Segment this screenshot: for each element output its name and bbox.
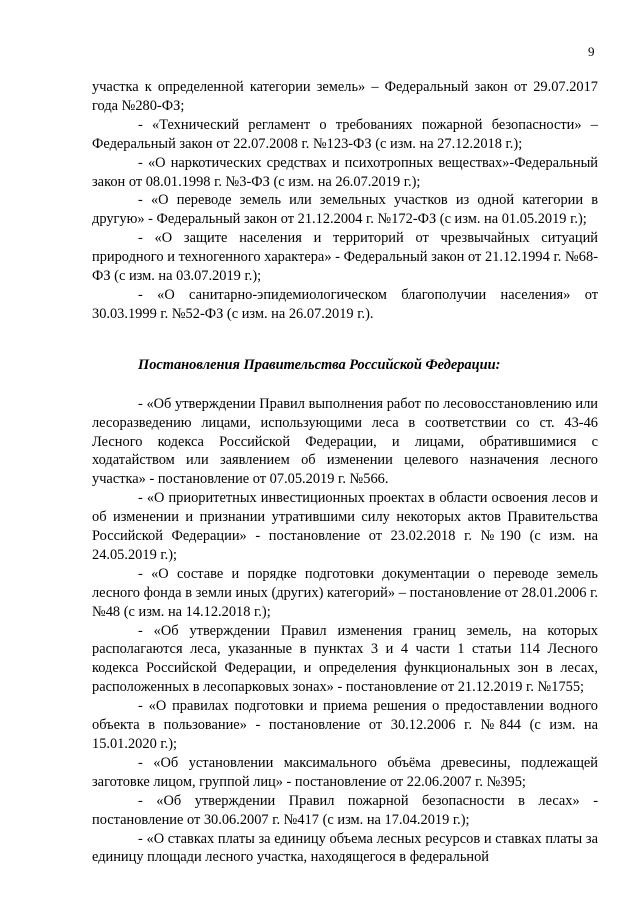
paragraph-emergency-protection-law: - «О защите населения и территорий от чрезвычайных ситуаций природного и техногенного характера» - Федеральный закон от 21.12.1994 г. №68-ФЗ (с изм. на 03.07.2019 г.); [92, 230, 598, 285]
paragraph-reforestation-rules: - «Об утверждении Правил выполнения работ по лесовосстановлению или лесоразведению лицами, использующими леса в соответствии со ст. 43-46 Лесного кодекса Российской Федерации, и лицами, обратившимися с ходатайством или заявлением об изменении целевого назначения лесного участка» - постановление от 07.05.2019 г. №566. [92, 395, 598, 488]
paragraph-payment-rates: - «О ставках платы за единицу объема лесных ресурсов и ставках платы за единицу площади лесного участка, находящегося в федеральной [92, 830, 598, 866]
paragraph-land-transfer-law: - «О переводе земель или земельных участков из одной категории в другую» - Федеральный закон от 21.12.2004 г. №172-ФЗ (с изм. на 01.05.2019 г.); [92, 192, 598, 228]
section-heading: Постановления Правительства Российской Федерации: [138, 356, 501, 373]
paragraph-forest-fire-rules: - «Об утверждении Правил пожарной безопасности в лесах» - постановление от 30.06.2007 г. №417 (с изм. на 17.04.2019 г.); [92, 792, 598, 828]
page-content [92, 78, 598, 867]
paragraph-land-transfer-documentation: - «О составе и порядке подготовки документации о переводе земель лесного фонда в земли иных (других) категорий» – постановление от 28.01.2006 г. №48 (с изм. на 14.12.2018 г.); [92, 565, 598, 620]
paragraph-continuation: участка к определенной категории земель» – Федеральный закон от 29.07.2017 года №280-ФЗ; [92, 79, 598, 114]
paragraph-water-object-use: - «О правилах подготовки и приема решения о предоставлении водного объекта в пользование» - постановление от 30.12.2006 г. №844 (с изм. на 15.01.2020 г.); [92, 698, 598, 752]
paragraph-priority-investment: - «О приоритетных инвестиционных проектах в области освоения лесов и об изменении и признании утратившими силу некоторых актов Правительства Российской Федерации» - постановление от 23.02.2018 г. №190 (с изм. на 24.05.2019 г.); [92, 490, 598, 563]
paragraph-land-boundaries: - «Об утверждении Правил изменения границ земель, на которых располагаются леса, указанные в пунктах 3 и 4 части 1 статьи 114 Лесного кодекса Российской Федерации, и определения функциональных зон в лесах, расположенных в лесопарковых зонах» - постановление от 21.12.2019 г. №1755; [92, 622, 598, 696]
paragraph-sanitary-law: - «О санитарно-эпидемиологическом благополучии населения» от 30.03.1999 г. №52-ФЗ (с изм. на 26.07.2019 г.). [92, 286, 598, 322]
paragraph-timber-volume: - «Об установлении максимального объёма древесины, подлежащей заготовке лицом, группой лиц» - постановление от 22.06.2007 г. №395; [92, 754, 598, 790]
paragraph-fire-safety-law: - «Технический регламент о требованиях пожарной безопасности» – Федеральный закон от 22.07.2008 г. №123-ФЗ (с изм. на 27.12.2018 г.); [92, 116, 598, 152]
paragraph-narcotics-law: - «О наркотических средствах и психотропных веществах»-Федеральный закон от 08.01.1998 г. №3-ФЗ (с изм. на 26.07.2019 г.); [92, 154, 598, 190]
page-number: 9 [588, 44, 595, 59]
